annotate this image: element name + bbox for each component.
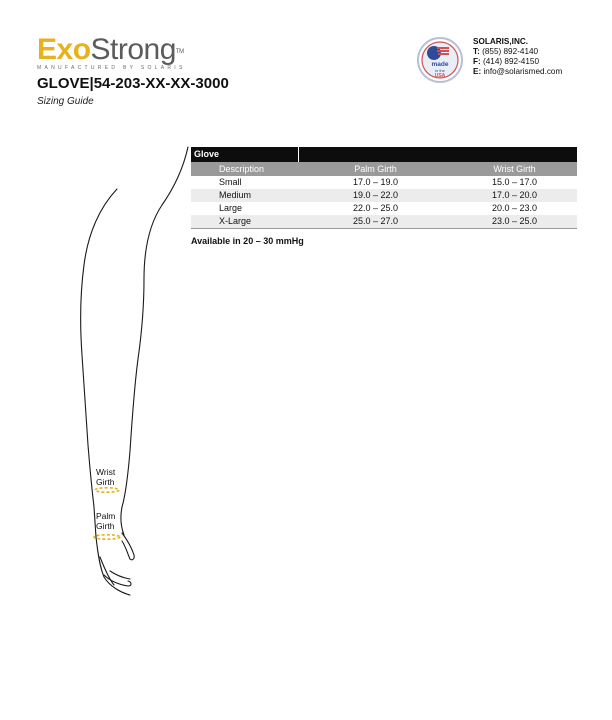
row-description: Large bbox=[219, 203, 243, 213]
row-description: X-Large bbox=[219, 216, 252, 226]
table-row bbox=[191, 215, 577, 228]
company-phone: T: (855) 892-4140 bbox=[473, 47, 539, 56]
company-contact bbox=[473, 37, 562, 77]
arm-outline-inner bbox=[121, 147, 188, 535]
table-title: Glove bbox=[191, 147, 299, 162]
row-description: Medium bbox=[219, 190, 252, 200]
row-palm-girth: 19.0 – 22.0 bbox=[352, 190, 399, 200]
company-fax: F: (414) 892-4150 bbox=[473, 57, 540, 66]
row-description: Small bbox=[219, 177, 242, 187]
palm-girth-marker bbox=[94, 535, 120, 539]
logo-wordmark: ExoStrong™ bbox=[37, 33, 184, 66]
made-in-usa-badge-icon bbox=[416, 36, 464, 84]
table-row bbox=[191, 202, 577, 215]
badge-text-usa: USA bbox=[434, 73, 446, 79]
product-title: GLOVE|54-203-XX-XX-3000 bbox=[37, 75, 229, 92]
table-column-headers bbox=[191, 162, 577, 176]
row-palm-girth: 25.0 – 27.0 bbox=[352, 216, 399, 226]
exostrong-logo bbox=[37, 34, 186, 71]
finger-outline bbox=[104, 575, 131, 586]
column-header-description: Description bbox=[219, 164, 265, 174]
wrist-girth-label: Wrist Girth bbox=[96, 467, 116, 487]
logo-tagline: MANUFACTURED BY SOLARIS bbox=[37, 65, 186, 71]
company-name: SOLARIS,INC. bbox=[473, 37, 529, 46]
table-row bbox=[191, 176, 577, 189]
product-subtitle: Sizing Guide bbox=[37, 96, 94, 107]
badge-text-inthe: in the bbox=[435, 68, 445, 73]
thumb-outline bbox=[122, 533, 134, 560]
row-wrist-girth: 23.0 – 25.0 bbox=[491, 216, 538, 226]
table-body bbox=[191, 176, 577, 229]
finger-outline bbox=[110, 571, 130, 579]
row-palm-girth: 22.0 – 25.0 bbox=[352, 203, 399, 213]
row-palm-girth: 17.0 – 19.0 bbox=[352, 177, 399, 187]
availability-note: Available in 20 – 30 mmHg bbox=[191, 236, 304, 246]
column-header-palm-girth: Palm Girth bbox=[354, 164, 397, 174]
row-wrist-girth: 20.0 – 23.0 bbox=[491, 203, 538, 213]
arm-diagram bbox=[70, 145, 200, 605]
sizing-table bbox=[191, 147, 577, 229]
wrist-girth-marker bbox=[95, 488, 119, 492]
table-title-bar bbox=[191, 147, 577, 162]
company-email[interactable]: E: info@solarismed.com bbox=[473, 67, 563, 76]
table-row bbox=[191, 189, 577, 202]
row-wrist-girth: 15.0 – 17.0 bbox=[491, 177, 538, 187]
badge-text-made: made bbox=[431, 61, 449, 68]
row-wrist-girth: 17.0 – 20.0 bbox=[491, 190, 538, 200]
palm-girth-label: Palm Girth bbox=[96, 511, 116, 531]
column-header-wrist-girth: Wrist Girth bbox=[493, 164, 536, 174]
